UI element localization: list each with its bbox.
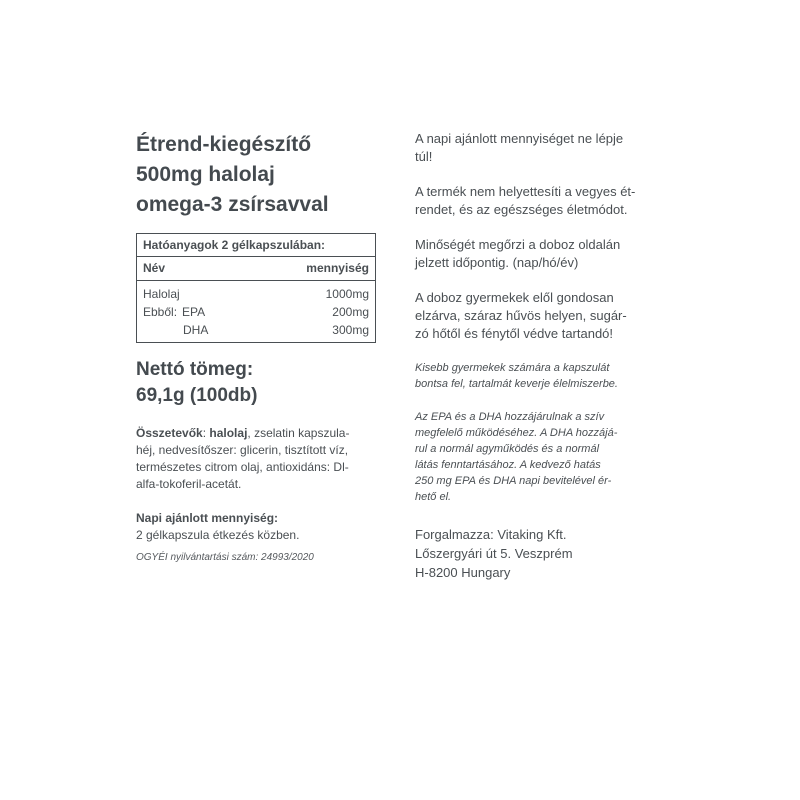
text-line: Az EPA és a DHA hozzájárulnak a szív <box>415 411 605 423</box>
registration-number: OGYÉI nyilvántartási szám: 24993/2020 <box>136 552 314 563</box>
text-line: Lőszergyári út 5. Veszprém <box>415 546 573 561</box>
ingredients-line: természetes citrom olaj, antioxidáns: Dl- <box>136 460 349 474</box>
text-line: megfelelő működéséhez. A DHA hozzájá- <box>415 427 618 439</box>
row-name: Ebből: <box>143 305 178 319</box>
daily-dose-text: 2 gélkapszula étkezés közben. <box>136 528 300 542</box>
ingredients-colon: : <box>202 426 207 440</box>
table-row <box>143 321 369 339</box>
left-column <box>136 130 376 563</box>
text-line: látás fenntartásához. A kedvező hatás <box>415 459 601 471</box>
distributor-info <box>415 525 670 582</box>
text-line: hető el. <box>415 491 452 503</box>
children-note <box>415 360 670 392</box>
storage-instructions <box>415 289 670 343</box>
row-amount: 300mg <box>332 323 369 337</box>
title-line: Étrend-kiegészítő <box>136 133 312 156</box>
text-line: A napi ajánlott mennyiséget ne lépje <box>415 131 624 146</box>
row-sub-name: DHA <box>183 323 209 337</box>
text-line: Forgalmazza: Vitaking Kft. <box>415 527 567 542</box>
table-column-headers <box>137 257 375 281</box>
text-line: Minőségét megőrzi a doboz oldalán <box>415 237 621 252</box>
ingredients-line: héj, nedvesítőszer: glicerin, tisztított víz, <box>136 443 349 457</box>
warning-diet <box>415 183 670 219</box>
health-claim <box>415 409 670 505</box>
table-row <box>143 285 369 303</box>
warning-dose <box>415 130 670 166</box>
row-name: Halolaj <box>143 287 180 301</box>
text-line: rendet, és az egészséges életmódot. <box>415 202 628 217</box>
ingredients-main: halolaj <box>209 426 248 440</box>
text-line: A termék nem helyettesíti a vegyes ét- <box>415 184 636 199</box>
text-line: Kisebb gyermekek számára a kapszulát <box>415 362 610 374</box>
text-line: elzárva, száraz hűvös helyen, sugár- <box>415 308 627 323</box>
column-name-header: Név <box>143 261 166 275</box>
table-body <box>137 281 375 342</box>
text-line: 250 mg EPA és DHA napi bevitelével ér- <box>415 475 612 487</box>
table-header: Hatóanyagok 2 gélkapszulában: <box>137 234 375 257</box>
row-amount: 1000mg <box>325 287 369 301</box>
daily-dose-label: Napi ajánlott mennyiség: <box>136 511 279 525</box>
text-line: H-8200 Hungary <box>415 565 511 580</box>
ingredients-label: Összetevők <box>136 426 203 440</box>
net-weight-value: 69,1g (100db) <box>136 385 258 406</box>
text-line: zó hőtől és fénytől védve tartandó! <box>415 326 614 341</box>
right-column <box>415 130 670 582</box>
net-weight-label: Nettó tömeg: <box>136 359 254 380</box>
product-title <box>136 130 376 220</box>
text-line: A doboz gyermekek elől gondosan <box>415 290 614 305</box>
ingredients-rest: , zselatin kapszula- <box>247 426 350 440</box>
text-line: túl! <box>415 149 433 164</box>
ingredients-line <box>136 425 376 442</box>
column-amount-header: mennyiség <box>306 261 369 275</box>
ingredients-line: alfa-tokoferil-acetát. <box>136 477 242 491</box>
title-line: 500mg halolaj <box>136 163 275 186</box>
daily-dose <box>136 510 376 544</box>
net-weight <box>136 357 376 409</box>
table-row <box>143 303 369 321</box>
best-before <box>415 236 670 272</box>
text-line: jelzett időpontig. (nap/hó/év) <box>415 255 579 270</box>
active-ingredients-table <box>136 233 376 343</box>
row-amount: 200mg <box>332 305 369 319</box>
row-sub-name: EPA <box>182 305 206 319</box>
title-line: omega-3 zsírsavval <box>136 193 329 216</box>
text-line: bontsa fel, tartalmát keverje élelmiszerbe. <box>415 378 618 390</box>
text-line: rul a normál agyműködés és a normál <box>415 443 600 455</box>
ingredients <box>136 425 376 493</box>
